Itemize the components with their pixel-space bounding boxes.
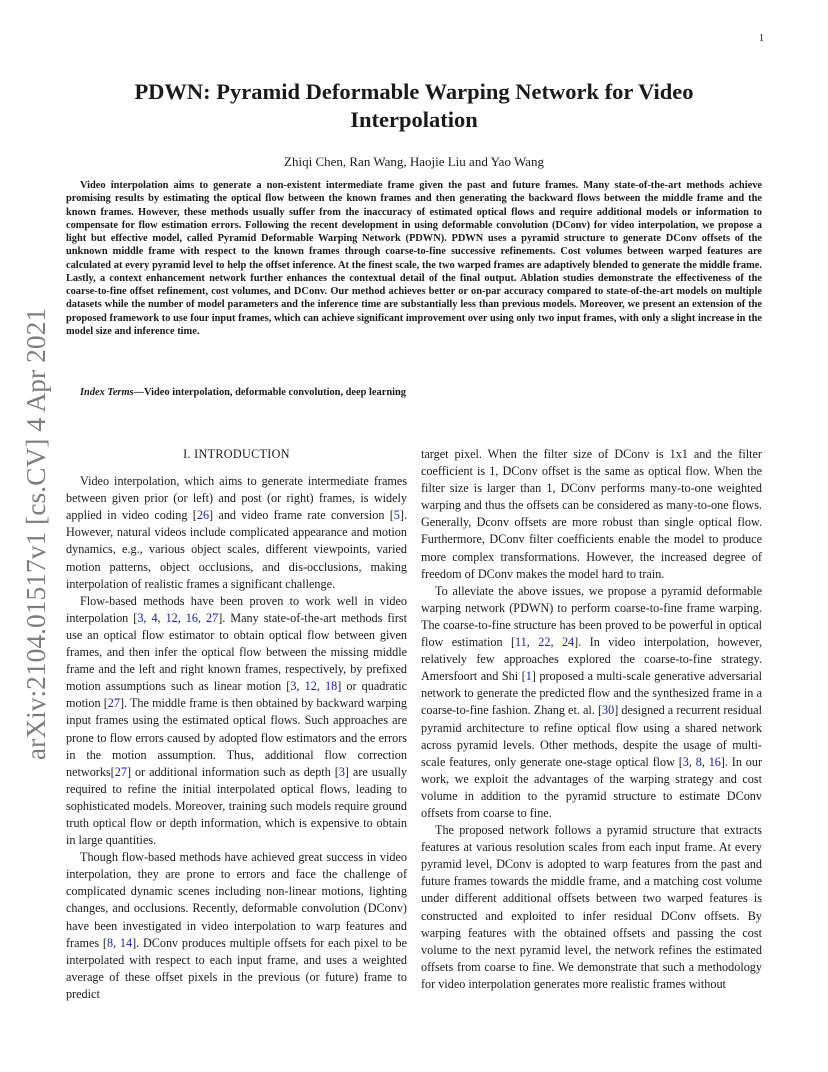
paragraph-text: ] or quadratic motion [ [66, 679, 407, 711]
arxiv-identifier-text: arXiv:2104.01517v1 [cs.CV] 4 Apr 2021 [20, 307, 51, 761]
citation-link[interactable]: 27 [107, 696, 120, 711]
citation-link[interactable]: 8 [695, 754, 702, 769]
citation-link[interactable]: 1 [525, 669, 532, 684]
citation-link[interactable]: 3 [338, 764, 345, 779]
paragraph-text: ]. In our work, we exploit the advantages of the warping strategy and cost volume in addition to the pyramid structure to estimate DConv offsets from coarse to fine. [421, 754, 763, 820]
citation-link[interactable]: 30 [602, 703, 615, 718]
body-paragraph [421, 583, 762, 822]
paragraph-text: ] proposed a multi-scale generative adversarial network to generate the predicted flow and the synthesized frame in a coarse-to-fine fashion. Zhang et. al. [ [421, 669, 762, 718]
body-paragraph [421, 822, 762, 993]
paragraph-text: , [177, 610, 186, 625]
citation-link[interactable]: 12 [304, 679, 317, 694]
citation-link[interactable]: 3 [290, 679, 297, 694]
paragraph-text: To alleviate the above issues, we propose a pyramid deformable warping network (PDWN) to perform coarse-to-fine frame warping. The coarse-to-fine structure has been proved to be powerful in optical flow estimation [ [421, 583, 762, 650]
paragraph-text: , [701, 754, 709, 769]
paragraph-text: ]. However, natural videos include complicated appearance and motion dynamics, e.g., various object scales, different viewpoints, varied motion patterns, object occlusions, and dis-occlusions, making interpolation of realistic frames a significant challenge. [66, 508, 407, 591]
paragraph-text: Though flow-based methods have achieved great success in video interpolation, they are prone to errors and face the challenge of complicated dynamic scenes including non-linear motions, lighting changes, and occlusions. Recently, deformable convolution (DConv) have been investigated in video interpolation to warp features and frames [ [66, 850, 407, 950]
citation-link[interactable]: 22 [538, 635, 551, 650]
paragraph-text: , [550, 635, 562, 650]
paragraph-text: ] and video frame rate conversion [ [209, 508, 394, 523]
page-number: 1 [759, 33, 764, 44]
paragraph-text: , [296, 679, 305, 694]
paragraph-text: ] designed a recurrent residual pyramid architecture to refine optical flow using a shared network across pyramid levels. Other methods, despite the usage of multi-scale features, only generate one-stage optical flow [ [421, 703, 762, 769]
paragraph-text: Video interpolation, which aims to generate intermediate frames between given prior (or left) and post (or right) frames, is widely applied in video coding [ [66, 474, 407, 523]
citation-link[interactable]: 8 [106, 935, 114, 950]
citation-link[interactable]: 27 [206, 610, 219, 625]
body-paragraph [66, 593, 407, 849]
paragraph-text: , [526, 635, 539, 650]
body-paragraph [66, 473, 407, 593]
paragraph-text: , [197, 610, 207, 625]
citation-link[interactable]: 16 [708, 754, 721, 769]
index-terms-text: —Video interpolation, deformable convolution, deep learning [133, 387, 406, 398]
citation-link[interactable]: 12 [165, 610, 178, 625]
citation-link[interactable]: 18 [325, 679, 338, 694]
body-paragraph [66, 849, 407, 1003]
paragraph-text: , [157, 610, 166, 625]
citation-link[interactable]: 3 [137, 610, 144, 625]
arxiv-identifier-graphic [2, 294, 62, 774]
body-paragraph [421, 446, 762, 583]
abstract: Video interpolation aims to generate a non-existent intermediate frame given the past and future frames. Many state-of-the-art methods achieve promising results by estimating the optical flow between the known frames and then generating the backward flows between the middle frame and the known frames. However, these methods usually suffer from the inaccuracy of estimated optical flows and require additional models or information to compensate for flow estimation errors. Following the recent development in using deformable convolution (DConv) for video interpolation, we propose a light but effective model, called Pyramid Deformable Warping Network (PDWN). PDWN uses a pyramid structure to generate DConv offsets of the unknown middle frame with respect to the known frames through coarse-to-fine successive refinements. Cost volumes between warped features are calculated at every pyramid level to help the offset inference. At the finest scale, the two warped frames are adaptively blended to generate the middle frame. Lastly, a context enhancement network further enhances the contextual detail of the final output. Ablation studies demonstrate the effectiveness of the coarse-to-fine offset refinement, cost volumes, and DConv. Our method achieves better or on-par accuracy compared to state-of-the-art models on multiple datasets while the number of model parameters and the inference time are substantially less than previous models. Moreover, we present an extension of the proposed framework to use four input frames, which can achieve significant improvement over using only two input frames, with only a slight increase in the model size and inference time. [66, 180, 762, 337]
citation-link[interactable]: 5 [393, 508, 400, 523]
paragraph-text: , [688, 754, 696, 769]
citation-link[interactable]: 4 [151, 610, 158, 625]
paragraph-text: , [316, 679, 325, 694]
paragraph-text: ] are usually required to refine the initial interpolated optical flows, leading to sophisticated models. Moreover, training such models require ground truth optical flow or depth information, which is expensive to obtain in large quantities. [66, 764, 407, 848]
paper-title: PDWN: Pyramid Deformable Warping Network for Video Interpolation [134, 79, 694, 132]
citation-link[interactable]: 14 [119, 935, 133, 950]
paragraph-text: The proposed network follows a pyramid structure that extracts features at various resolution scales from each input frame. At every pyramid level, DConv is adopted to warp features from the past and future frames towards the middle frame, and a matching cost volume under different additional offsets between two warped features is constructed and exploited to infer residual DConv offsets. By warping features with the obtained offsets and passing the cost volume to the next pyramid level, the network refines the estimated offsets from coarse to fine. We demonstrate that such a methodology for video interpolation generates more realistic frames without [421, 823, 762, 991]
paragraph-text: ]. DConv produces multiple offsets for each pixel to be interpolated with respect to each input frame, and uses a weighted average of these offset pixels in the previous (or future) frame to predict [66, 935, 408, 1001]
citation-link[interactable]: 16 [185, 610, 198, 625]
right-column-paragraphs [421, 446, 762, 993]
paragraph-text: ]. In video interpolation, however, relatively few approaches explored the coarse-to-fine strategy. Amersfoort and Shi [ [421, 635, 763, 684]
paragraph-text: , [113, 935, 120, 950]
citation-link[interactable]: 27 [114, 764, 127, 779]
paragraph-text: ] or additional information such as depth [ [126, 764, 339, 779]
paragraph-text: Flow-based methods have been proven to work well in video interpolation [ [66, 593, 407, 625]
paragraph-text: ]. The middle frame is then obtained by backward warping input frames using the estimated optical flows. Such approaches are prone to flow errors caused by adopted flow estimators and the errors in the motion assumption. Thus, additional flow correction networks[ [66, 696, 407, 779]
author-list: Zhiqi Chen, Ran Wang, Haojie Liu and Yao Wang [284, 154, 544, 169]
citation-link[interactable]: 3 [682, 754, 689, 769]
citation-link[interactable]: 24 [561, 635, 575, 650]
left-column-paragraphs [66, 473, 407, 1003]
paragraph-text: ]. Many state-of-the-art methods first use an optical flow estimator to obtain optical flow between given frames, and then infer the optical flow between the missing middle frame and the left and right known frames, respectively, by prefixed motion assumptions such as linear motion [ [66, 610, 408, 694]
arxiv-identifier[interactable] [2, 294, 62, 774]
paragraph-text: target pixel. When the filter size of DConv is 1x1 and the filter coefficient is 1, DConv offset is the same as optical flow. When the filter size is larger than 1, DConv performs many-to-one weighted warping and thus the offsets can be considered as many-to-one flows. Generally, Dconv offsets are more robust than single optical flow. Furthermore, DConv filter coefficients enable the model to produce more complex transformations. However, the increased degree of freedom of DConv makes the model hard to train. [421, 447, 762, 581]
citation-link[interactable]: 11 [515, 635, 527, 650]
paragraph-text: , [143, 610, 152, 625]
citation-link[interactable]: 26 [196, 508, 210, 523]
index-terms-label: Index Terms [80, 387, 134, 398]
right-column [421, 446, 762, 993]
section-heading: I. INTRODUCTION [183, 447, 290, 461]
left-column [66, 446, 407, 1003]
index-terms [66, 387, 762, 398]
